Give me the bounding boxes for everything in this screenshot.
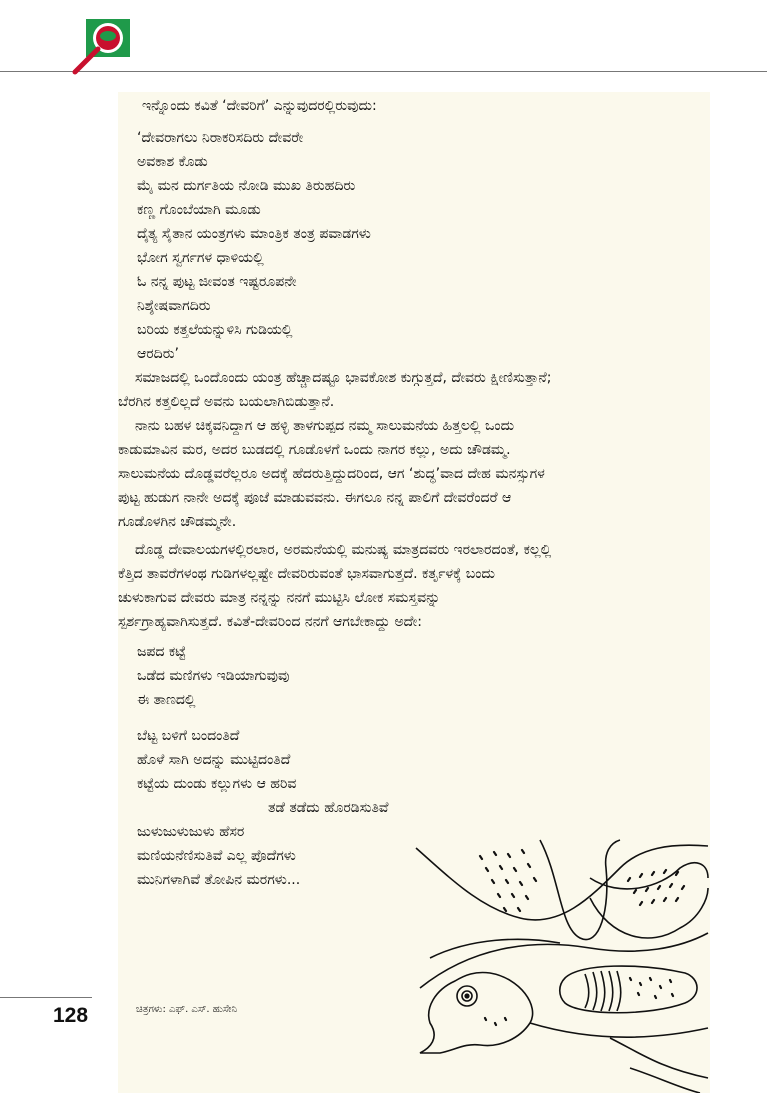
poem-line: ಆರದಿರು’ [137,346,179,362]
bird-line-illustration [410,838,710,1093]
poem-line: ಕಟ್ಟೆಯ ದುಂಡು ಕಲ್ಲುಗಳು ಆ ಹರಿವ [137,776,297,792]
poem-line: ಭೋಗ ಸ್ವರ್ಗಗಳ ಧಾಳಿಯಲ್ಲಿ [137,250,264,266]
paragraph-line: ಸಮಾಜದಲ್ಲಿ ಒಂದೊಂದು ಯಂತ್ರ ಹೆಚ್ಚಾದಷ್ಟೂ ಭಾವಕೋಶ ಕುಗ್ಗುತ್ತದೆ, ದೇವರು ಕ್ಷೀಣಿಸುತ್ತಾನೆ; [135,370,552,386]
poem-line: ‘ದೇವರಾಗಲು ನಿರಾಕರಿಸದಿರು ದೇವರೇ [137,130,304,146]
poem-line: ಈ ತಾಣದಲ್ಲಿ [137,692,196,708]
poem-line: ಬೆಟ್ಟ ಬಳಿಗೆ ಬಂದಂತಿದೆ [137,728,240,744]
poem-line: ಒಡೆದ ಮಣಿಗಳು ಇಡಿಯಾಗುವುವು [137,668,290,684]
poem-line: ಮೈ ಮನ ದುರ್ಗತಿಯ ನೋಡಿ ಮುಖ ತಿರುಹದಿರು [137,178,356,194]
paragraph-line: ಬೆರಗಿನ ಕತ್ತಲಿಲ್ಲದೆ ಅವನು ಬಯಲಾಗಿಬಿಡುತ್ತಾನೆ. [118,394,335,410]
intro-line: ಇನ್ನೊಂದು ಕವಿತೆ ‘ದೇವರಿಗೆ’ ಎನ್ನುವುದರಲ್ಲಿರುವುದು: [142,98,377,114]
poem-line: ಕಣ್ಣ ಗೊಂಬೆಯಾಗಿ ಮೂಡು [137,202,261,218]
poem-line: ದೈತ್ಯ ಸೈತಾನ ಯಂತ್ರಗಳು ಮಾಂತ್ರಿಕ ತಂತ್ರ ಪವಾಡಗಳು [137,226,371,242]
poem-line: ಮಣಿಯನೆಣಿಸುತಿವೆ ಎಲ್ಲ ಪೊದೆಗಳು [137,848,296,864]
paragraph-line: ಸಾಲುಮನೆಯ ದೊಡ್ಡವರೆಲ್ಲರೂ ಅದಕ್ಕೆ ಹೆದರುತ್ತಿದ್ದುದರಿಂದ, ಆಗ ‘ಶುದ್ಧ’ವಾದ ದೇಹ ಮನಸ್ಸುಗಳ [118,466,545,482]
poem-line: ತಡೆ ತಡೆದು ಹೊರಡಿಸುತಿವೆ [268,800,389,816]
paragraph-line: ನಾನು ಬಹಳ ಚಿಕ್ಕವನಿದ್ದಾಗ ಆ ಹಳ್ಳಿ ತಾಳಗುಪ್ಪದ ನಮ್ಮ ಸಾಲುಮನೆಯ ಹಿತ್ತಲಲ್ಲಿ ಒಂದು [135,418,515,434]
paragraph-line: ಗೂಡೊಳಗಿನ ಚೌಡಮ್ಮನೇ. [118,514,237,530]
paragraph-line: ಕೆತ್ತಿದ ತಾವರೆಗಳಂಥ ಗುಡಿಗಳಲ್ಲಷ್ಟೇ ದೇವರಿರುವಂತೆ ಭಾಸವಾಗುತ್ತದೆ. ಕರ್ತೃಳಕ್ಕೆ ಬಂದು [118,566,495,582]
paragraph-line: ಪುಟ್ಟ ಹುಡುಗ ನಾನೇ ಅದಕ್ಕೆ ಪೂಜೆ ಮಾಡುವವನು. ಈಗಲೂ ನನ್ನ ಪಾಲಿಗೆ ದೇವರೆಂದರೆ ಆ [118,490,512,506]
poem-line: ಹೊಳೆ ಸಾಗಿ ಅದನ್ನು ಮುಟ್ಟಿದಂತಿದೆ [137,752,291,768]
magnifier-logo-icon [72,18,132,76]
page-number: 128 [53,1004,89,1027]
footer-rule [0,997,92,998]
paragraph-line: ಕಾಡುಮಾವಿನ ಮರ, ಅದರ ಬುಡದಲ್ಲಿ ಗೂಡೊಳಗೆ ಒಂದು ನಾಗರ ಕಲ್ಲು, ಅದು ಚೌಡಮ್ಮ. [118,442,511,458]
paragraph-line: ಸ್ಪರ್ಶಗ್ರಾಹ್ಯವಾಗಿಸುತ್ತದೆ. ಕವಿತೆ-ದೇವರಿಂದ ನನಗೆ ಆಗಬೇಕಾದ್ದು ಅದೇ: [118,614,423,630]
illustration-caption: ಚಿತ್ರಗಳು: ಎಫ್. ಎಸ್. ಹುಸೇನಿ [136,1004,238,1015]
poem-line: ಬರಿಯ ಕತ್ತಲೆಯನ್ನುಳಿಸಿ ಗುಡಿಯಲ್ಲಿ [137,322,293,338]
poem-line: ಓ ನನ್ನ ಪುಟ್ಟ ಜೀವಂತ ಇಷ್ಟರೂಪನೇ [137,274,297,290]
poem-line: ಮುನಿಗಳಾಗಿವೆ ತೋಪಿನ ಮರಗಳು... [137,872,301,888]
poem-line: ನಿಶ್ಶೇಷವಾಗದಿರು [137,298,211,314]
paragraph-line: ಚುಳುಕಾಗುವ ದೇವರು ಮಾತ್ರ ನನ್ನನ್ನು ನನಗೆ ಮುಟ್ಟಿಸಿ ಲೋಕ ಸಮಸ್ತವನ್ನು [118,590,441,606]
paragraph-line: ದೊಡ್ಡ ದೇವಾಲಯಗಳಲ್ಲಿರಲಾರ, ಅರಮನೆಯಲ್ಲಿ ಮನುಷ್ಯ ಮಾತ್ರದವರು ಇರಲಾರದಂತೆ, ಕಲ್ಲಲ್ಲಿ [135,542,552,558]
poem-line: ಜುಳುಜುಳುಜುಳು ಹೆಸರ [137,824,245,840]
poem-line: ಅವಕಾಶ ಕೊಡು [137,154,208,170]
poem-line: ಜಪದ ಕಟ್ಟೆ [137,644,186,660]
